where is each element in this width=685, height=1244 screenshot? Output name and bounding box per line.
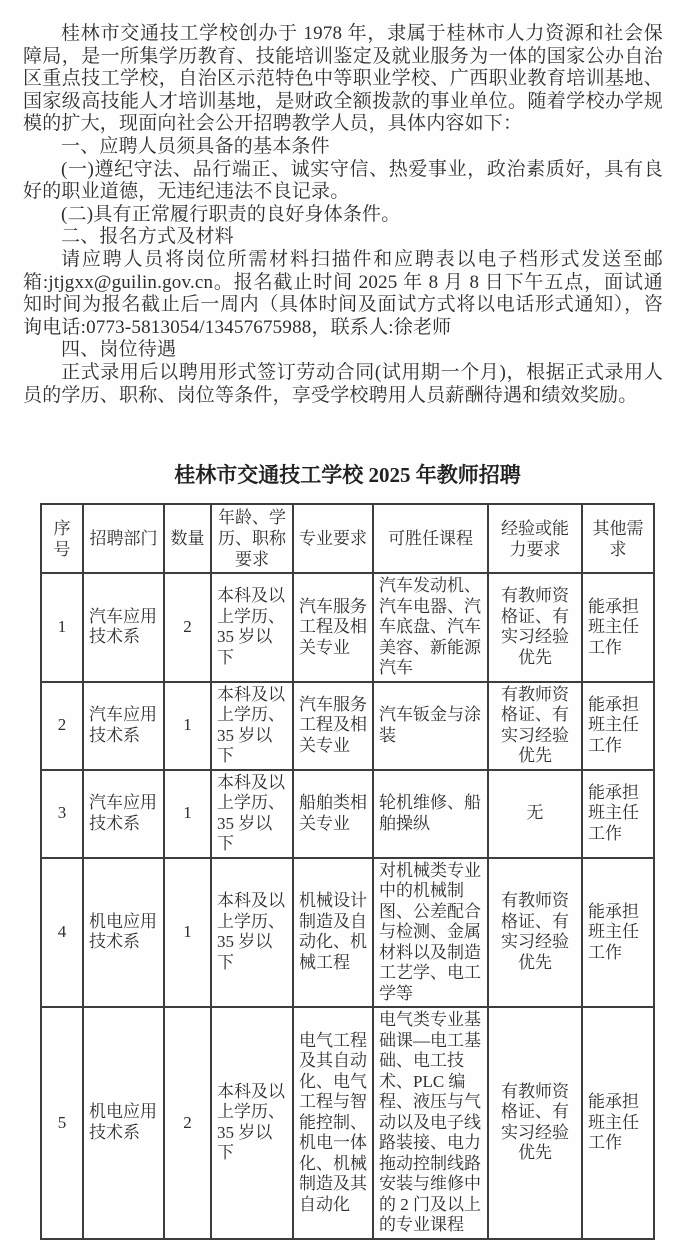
cell-quantity: 1: [164, 858, 211, 1008]
cell-age-education: 本科及以上学历、35 岁以下: [211, 682, 293, 770]
cell-major: 机械设计制造及自动化、机械工程: [293, 858, 373, 1008]
table-row: [41, 682, 654, 770]
cell-index: 3: [41, 770, 83, 858]
section-4-heading: 四、岗位待遇: [61, 339, 177, 361]
column-header-other: 其他需求: [582, 504, 654, 573]
cell-index: 2: [41, 682, 83, 770]
cell-experience: 有教师资格证、有实习经验优先: [488, 682, 582, 770]
cell-index: 4: [41, 858, 83, 1008]
section-1-item-1: (一)遵纪守法、品行端正、诚实守信、热爱事业，政治素质好，具有良好的职业道德，无违纪违法不良记录。: [23, 158, 663, 203]
recruitment-table: [40, 503, 655, 1240]
cell-age-education: 本科及以上学历、35 岁以下: [211, 858, 293, 1008]
cell-age-education: 本科及以上学历、35 岁以下: [211, 770, 293, 858]
cell-major: 船舶类相关专业: [293, 770, 373, 858]
cell-major: 电气工程及其自动化、电气工程与智能控制、机电一体化、机械制造及其自动化: [293, 1007, 373, 1239]
cell-quantity: 1: [164, 770, 211, 858]
cell-age-education: 本科及以上学历、35 岁以下: [211, 573, 293, 682]
cell-experience: 有教师资格证、有实习经验优先: [488, 573, 582, 682]
table-header-row: [41, 504, 654, 573]
cell-courses: 电气类专业基础课—电工基础、电工技术、PLC 编程、液压与气动以及电子线路装接、电力拖动控制线路安装与维修中的 2 门及以上的专业课程: [373, 1007, 488, 1239]
cell-courses: 汽车钣金与涂装: [373, 682, 488, 770]
cell-department: 机电应用技术系: [83, 858, 164, 1008]
cell-department: 汽车应用技术系: [83, 770, 164, 858]
cell-department: 汽车应用技术系: [83, 682, 164, 770]
cell-other: 能承担班主任工作: [582, 573, 654, 682]
cell-index: 5: [41, 1007, 83, 1239]
cell-major: 汽车服务工程及相关专业: [293, 682, 373, 770]
cell-courses: 对机械类专业中的机械制图、公差配合与检测、金属材料以及制造工艺学、电工学等: [373, 858, 488, 1008]
section-4-paragraph: 正式录用后以聘用形式签订劳动合同(试用期一个月)，根据正式录用人员的学历、职称、岗位等条件，享受学校聘用人员薪酬待遇和绩效奖励。: [23, 361, 663, 406]
column-header-department: 招聘部门: [83, 504, 164, 573]
cell-department: 汽车应用技术系: [83, 573, 164, 682]
cell-courses: 轮机维修、船舶操纵: [373, 770, 488, 858]
column-header-index: 序号: [41, 504, 83, 573]
recruitment-table-title: 桂林市交通技工学校 2025 年教师招聘: [174, 463, 521, 488]
cell-index: 1: [41, 573, 83, 682]
cell-quantity: 2: [164, 573, 211, 682]
cell-other: 能承担班主任工作: [582, 858, 654, 1008]
cell-other: 能承担班主任工作: [582, 770, 654, 858]
cell-experience: 有教师资格证、有实习经验优先: [488, 1007, 582, 1239]
cell-quantity: 2: [164, 1007, 211, 1239]
intro-paragraph: 桂林市交通技工学校创办于 1978 年，隶属于桂林市人力资源和社会保障局，是一所集学历教育、技能培训鉴定及就业服务为一体的国家公办自治区重点技工学校，自治区示范特色中等职业学校、广西职业教育培训基地、国家级高技能人才培训基地，是财政全额拨款的事业单位。随着学校办学规模的扩大，现面向社会公开招聘教学人员，具体内容如下：: [23, 23, 663, 135]
cell-courses: 汽车发动机、汽车电器、汽车底盘、汽车美容、新能源汽车: [373, 573, 488, 682]
column-header-major: 专业要求: [293, 504, 373, 573]
section-2-paragraph: 请应聘人员将岗位所需材料扫描件和应聘表以电子档形式发送至邮箱:jtjgxx@guilin.gov.cn。报名截止时间 2025 年 8 月 8 日下午五点，面试通知时间为报名截止后一周内（具体时间及面试方式将以电话形式通知），咨询电话:0773-5813054/13457675988，联系人:徐老师: [23, 248, 663, 338]
column-header-quantity: 数量: [164, 504, 211, 573]
cell-department: 机电应用技术系: [83, 1007, 164, 1239]
table-row: [41, 858, 654, 1008]
column-header-age-education: 年龄、学历、职称要求: [211, 504, 293, 573]
table-row: [41, 1007, 654, 1239]
column-header-experience: 经验或能力要求: [488, 504, 582, 573]
section-1-heading: 一、应聘人员须具备的基本条件: [61, 135, 330, 157]
section-1-item-2: (二)具有正常履行职责的良好身体条件。: [61, 203, 401, 225]
cell-other: 能承担班主任工作: [582, 682, 654, 770]
notice-text-block: [0, 0, 685, 407]
section-2-heading: 二、报名方式及材料: [61, 226, 234, 248]
table-row: [41, 573, 654, 682]
cell-experience: 无: [488, 770, 582, 858]
cell-other: 能承担班主任工作: [582, 1007, 654, 1239]
cell-major: 汽车服务工程及相关专业: [293, 573, 373, 682]
table-row: [41, 770, 654, 858]
column-header-courses: 可胜任课程: [373, 504, 488, 573]
cell-experience: 有教师资格证、有实习经验优先: [488, 858, 582, 1008]
cell-quantity: 1: [164, 682, 211, 770]
cell-age-education: 本科及以上学历、35 岁以下: [211, 1007, 293, 1239]
